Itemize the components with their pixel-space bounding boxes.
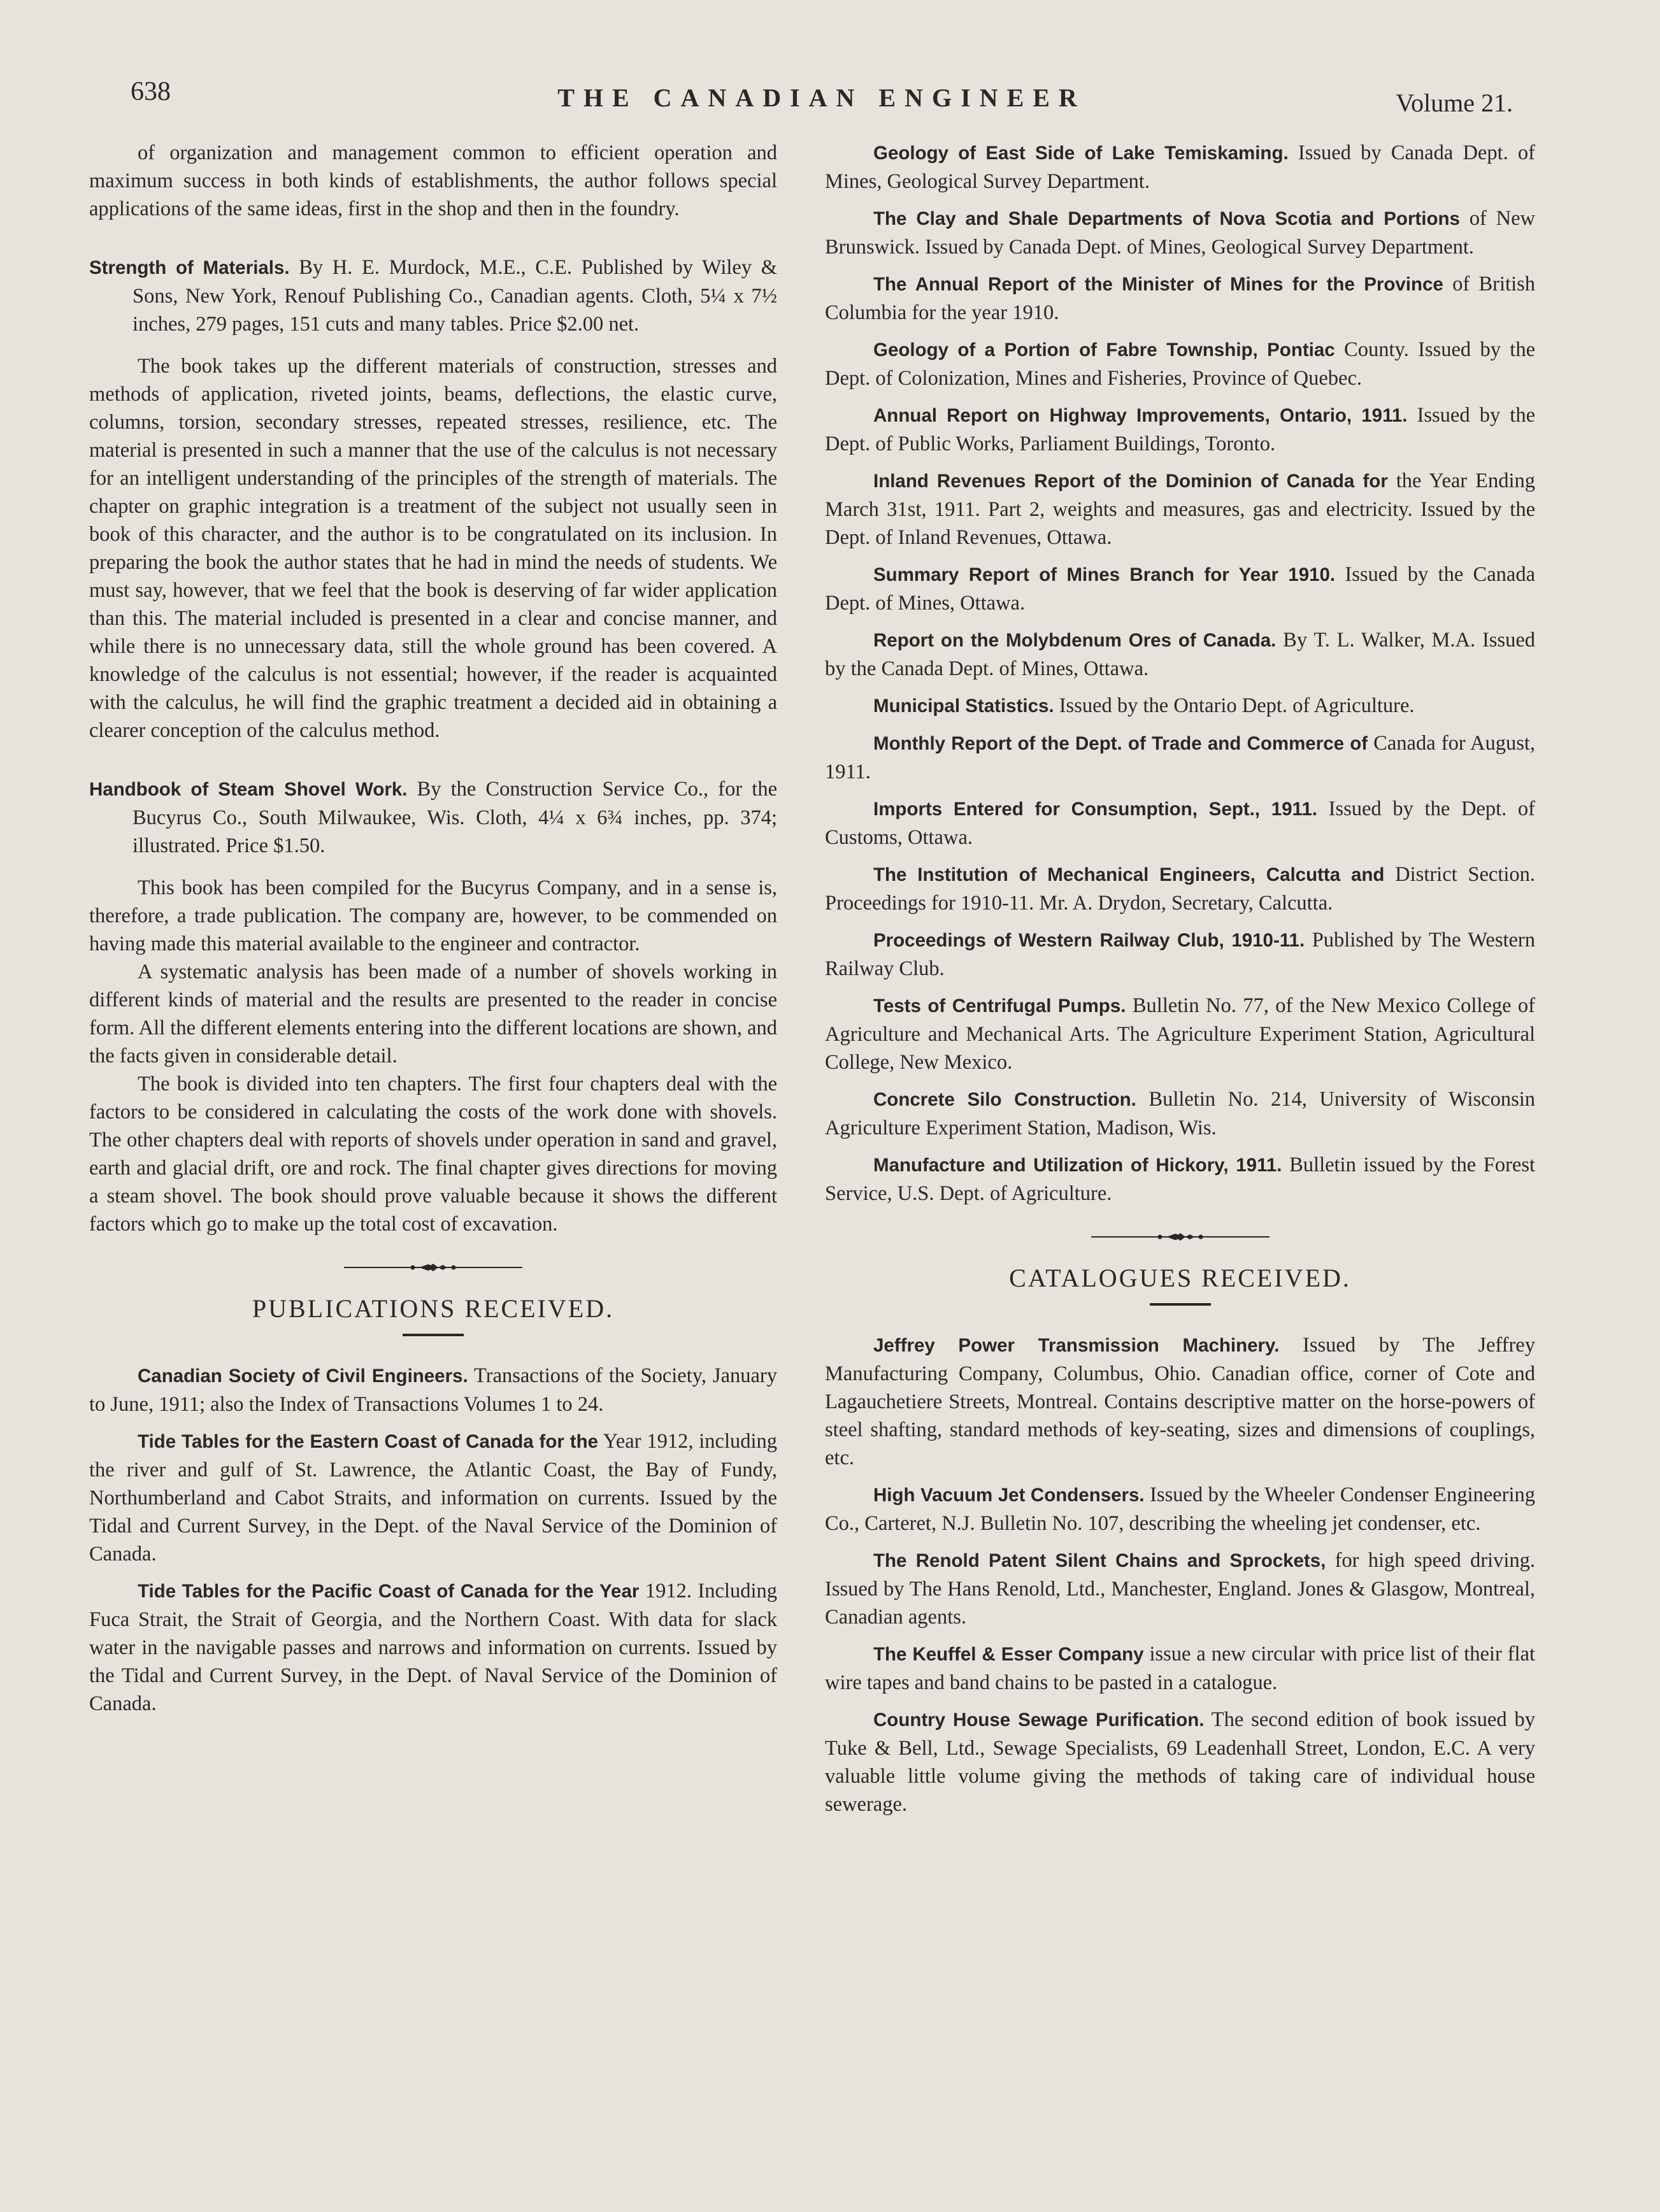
publication-title: Summary Report of Mines Branch for Year 1910. bbox=[873, 564, 1336, 585]
catalogue-text: issue a new circular with price list of their flat wire tapes and band chains to be pasted in a catalogue. bbox=[825, 1643, 1536, 1694]
publication-entry bbox=[89, 1362, 777, 1418]
publication-title: The Clay and Shale Departments of Nova Scotia and Portions bbox=[873, 208, 1460, 229]
book-details: By H. E. Murdock, M.E., C.E. Published by Wiley & Sons, New York, Renouf Publishing Co., Canadian agents. Cloth, 5¼ x 7½ inches, 279 pages, 151 cuts and many tables. Price $2.00 net. bbox=[132, 256, 777, 336]
publication-title: Manufacture and Utilization of Hickory, 1911. bbox=[873, 1155, 1282, 1176]
catalogue-entry bbox=[825, 1481, 1535, 1538]
book-review-paragraph: The book is divided into ten chapters. The first four chapters deal with the factors to be considered in calculating the costs of the work done with shovels. The other chapters deal with reports of shovels under operation in sand and gravel, earth and glacial drift, ore and rock. The final chapter gives directions for moving a steam shovel. The book should prove valuable because it shows the different factors which go to make up the total cost of excavation. bbox=[89, 1073, 777, 1236]
publication-entry bbox=[825, 926, 1535, 983]
publication-entry bbox=[825, 139, 1535, 196]
publication-text: District Section. Proceedings for 1910-11. Mr. A. Drydon, Secretary, Calcutta. bbox=[825, 863, 1536, 915]
book-details: By the Construction Service Co., for the Bucyrus Co., South Milwaukee, Wis. Cloth, 4¼ x 6¾ inches, pp. 374; illustrated. Price $1.50. bbox=[132, 778, 777, 857]
publication-text: of British Columbia for the year 1910. bbox=[825, 273, 1535, 324]
publication-text: Bulletin issued by the Forest Service, U.S. Dept. of Agriculture. bbox=[825, 1153, 1536, 1205]
publication-entry bbox=[825, 401, 1535, 458]
publication-text: Issued by the Dept. of Customs, Ottawa. bbox=[825, 797, 1536, 849]
publication-entry bbox=[89, 1427, 777, 1568]
publication-text: County. Issued by the Dept. of Colonization, Mines and Fisheries, Province of Quebec. bbox=[825, 338, 1535, 390]
volume-label: Volume 21. bbox=[1396, 89, 1513, 117]
catalogue-text: The second edition of book issued by Tuke & Bell, Ltd., Sewage Specialists, 69 Leadenhall Street, London, E.C. A very valuable little volume giving the methods of taking care of individual house sewerage. bbox=[825, 1708, 1535, 1816]
catalogue-title: The Renold Patent Silent Chains and Sprockets, bbox=[873, 1550, 1326, 1571]
publication-entry bbox=[825, 270, 1535, 327]
catalogue-text: for high speed driving. Issued by The Hans Renold, Ltd., Manchester, England. Jones & Glasgow, Montreal, Canadian agents. bbox=[825, 1549, 1535, 1629]
catalogue-entry bbox=[825, 1546, 1535, 1631]
publication-title: Geology of a Portion of Fabre Township, Pontiac bbox=[873, 339, 1335, 360]
publication-text: Canada for August, 1911. bbox=[825, 732, 1535, 783]
publication-entry bbox=[825, 795, 1535, 852]
publication-text: Issued by the Ontario Dept. of Agriculture. bbox=[1059, 694, 1415, 717]
publication-title: Annual Report on Highway Improvements, Ontario, 1911. bbox=[873, 405, 1408, 426]
catalogue-entry bbox=[825, 1706, 1535, 1818]
publication-title: Tests of Centrifugal Pumps. bbox=[873, 995, 1126, 1017]
publications-heading: PUBLICATIONS RECEIVED. bbox=[252, 1294, 615, 1323]
book-review-paragraph: The book takes up the different materials of construction, stresses and methods of application, riveted joints, beams, deflections, the elastic curve, columns, torsion, secondary stresses, repeated stresses, resilience, etc. The material is presented in such a manner that the use of the calculus is not necessary for an intelligent understanding of the principles of the strength of materials. The chapter on graphic integration is a treatment of the subject not usually seen in book of this character, and the author is to be congratulated on its inclusion. In preparing the book the author states that he had in mind the needs of students. We must say, however, that we feel that the book is deserving of far wider application than this. The material included is presented in a clear and concise manner, and while there is no unnecessary data, still the whole ground has been covered. A knowledge of the calculus is not essential; however, if the reader is acquainted with the calculus, he will find the graphic treatment a decided aid in obtaining a clearer conception of the calculus method. bbox=[89, 355, 777, 742]
publication-text: Issued by the Dept. of Public Works, Parliament Buildings, Toronto. bbox=[825, 404, 1535, 455]
publication-title: Monthly Report of the Dept. of Trade and Commerce of bbox=[873, 733, 1368, 754]
publication-title: Concrete Silo Construction. bbox=[873, 1089, 1136, 1110]
heading-rule bbox=[1150, 1303, 1211, 1306]
publication-title: Tide Tables for the Pacific Coast of Canada for the Year bbox=[138, 1581, 640, 1602]
catalogue-entry bbox=[825, 1331, 1535, 1472]
publication-text: By T. L. Walker, M.A. Issued by the Canada Dept. of Mines, Ottawa. bbox=[825, 629, 1536, 680]
publication-title: The Institution of Mechanical Engineers, Calcutta and bbox=[873, 864, 1385, 885]
publication-entry bbox=[825, 1151, 1535, 1208]
section-ornament bbox=[89, 1262, 777, 1276]
catalogue-title: High Vacuum Jet Condensers. bbox=[873, 1485, 1145, 1506]
intro-paragraph: of organization and management common to efficient operation and maximum success in both kinds of establishments, the author follows special applications of the same ideas, first in the shop and then in the foundry. bbox=[89, 141, 777, 220]
publication-entry bbox=[825, 626, 1535, 683]
publication-title: Municipal Statistics. bbox=[873, 696, 1054, 717]
publication-text: the Year Ending March 31st, 1911. Part 2, weights and measures, gas and electricity. Issued by the Dept. of Inland Revenues, Ottawa. bbox=[825, 469, 1536, 549]
publication-title: Imports Entered for Consumption, Sept., 1911. bbox=[873, 799, 1317, 820]
publication-title: The Annual Report of the Minister of Mines for the Province bbox=[873, 274, 1443, 295]
book-entry-strength-of-materials bbox=[89, 253, 777, 338]
book-review-paragraph: A systematic analysis has been made of a number of shovels working in different kinds of material and the results are presented to the reader in concise form. All the different elements entering into the different locations are shown, and the facts given in considerable detail. bbox=[89, 960, 778, 1067]
publication-title: Report on the Molybdenum Ores of Canada. bbox=[873, 630, 1277, 651]
book-title: Handbook of Steam Shovel Work. bbox=[89, 779, 408, 800]
catalogue-title: The Keuffel & Esser Company bbox=[873, 1644, 1144, 1665]
page-header bbox=[131, 76, 1513, 127]
publication-entry bbox=[825, 860, 1535, 917]
section-ornament bbox=[825, 1232, 1535, 1245]
book-entry-steam-shovel bbox=[89, 775, 777, 860]
book-title: Strength of Materials. bbox=[89, 257, 290, 278]
publication-entry bbox=[825, 729, 1535, 786]
publication-text: Bulletin No. 77, of the New Mexico College of Agriculture and Mechanical Arts. The Agriculture Experiment Station, Agricultural College, New Mexico. bbox=[825, 994, 1535, 1074]
publication-entry bbox=[825, 560, 1535, 617]
publication-title: Inland Revenues Report of the Dominion of Canada for bbox=[873, 471, 1388, 492]
catalogue-text: Issued by The Jeffrey Manufacturing Company, Columbus, Ohio. Canadian office, corner of Cote and Lagauchetiere Streets, Montreal. Contains descriptive matter on the horse-powers of steel shafting, standard methods of key-seating, sizes and dimensions of couplings, etc. bbox=[825, 1334, 1535, 1469]
publication-entry bbox=[89, 1577, 777, 1718]
publication-entry bbox=[825, 692, 1535, 720]
catalogue-title: Country House Sewage Purification. bbox=[873, 1709, 1205, 1730]
publication-text: Issued by the Canada Dept. of Mines, Ottawa. bbox=[825, 563, 1535, 615]
publication-entry bbox=[825, 992, 1535, 1076]
publication-title: Canadian Society of Civil Engineers. bbox=[138, 1366, 468, 1387]
publication-title: Proceedings of Western Railway Club, 1910-11. bbox=[873, 930, 1305, 951]
publication-title: Tide Tables for the Eastern Coast of Canada for the bbox=[138, 1431, 599, 1452]
publication-text: Bulletin No. 214, University of Wisconsin Agriculture Experiment Station, Madison, Wis. bbox=[825, 1088, 1535, 1139]
publication-entry bbox=[825, 1085, 1535, 1142]
heading-rule bbox=[403, 1334, 464, 1336]
book-review-paragraph: This book has been compiled for the Bucyrus Company, and in a sense is, therefore, a trade publication. The company are, however, to be commended on having made this material available to the engineer and contractor. bbox=[89, 876, 777, 955]
publication-entry bbox=[825, 467, 1535, 552]
publication-text: Transactions of the Society, January to June, 1911; also the Index of Transactions Volumes 1 to 24. bbox=[89, 1364, 777, 1416]
catalogue-entry bbox=[825, 1640, 1535, 1697]
publication-title: Geology of East Side of Lake Temiskaming. bbox=[873, 143, 1289, 164]
publication-text: Year 1912, including the river and gulf of St. Lawrence, the Atlantic Coast, the Bay of Fundy, Northumberland and Cabot Straits, and information on currents. Issued by the Tidal and Current Survey, in the Dept. of the Naval Service of the Dominion of Canada. bbox=[89, 1430, 778, 1566]
catalogues-heading: CATALOGUES RECEIVED. bbox=[1009, 1264, 1351, 1292]
publication-text: of New Brunswick. Issued by Canada Dept. of Mines, Geological Survey Department. bbox=[825, 207, 1535, 259]
publication-text: Issued by Canada Dept. of Mines, Geological Survey Department. bbox=[825, 141, 1536, 193]
publication-text: Published by The Western Railway Club. bbox=[825, 929, 1536, 980]
catalogue-title: Jeffrey Power Transmission Machinery. bbox=[873, 1335, 1280, 1356]
publication-entry bbox=[825, 336, 1535, 392]
right-column bbox=[825, 139, 1535, 1818]
page-number: 638 bbox=[131, 77, 171, 106]
journal-title: THE CANADIAN ENGINEER bbox=[557, 83, 1086, 112]
catalogue-text: Issued by the Wheeler Condenser Engineering Co., Carteret, N.J. Bulletin No. 107, describing the wheeling jet condenser, etc. bbox=[825, 1483, 1536, 1535]
publication-text: 1912. Including Fuca Strait, the Strait of Georgia, and the Northern Coast. With data for slack water in the navigable passes and narrows and information on currents. Issued by the Tidal and Current Survey, in the Dept. of Naval Service of the Dominion of Canada. bbox=[89, 1580, 777, 1715]
publication-entry bbox=[825, 204, 1535, 261]
left-column bbox=[89, 139, 777, 1718]
